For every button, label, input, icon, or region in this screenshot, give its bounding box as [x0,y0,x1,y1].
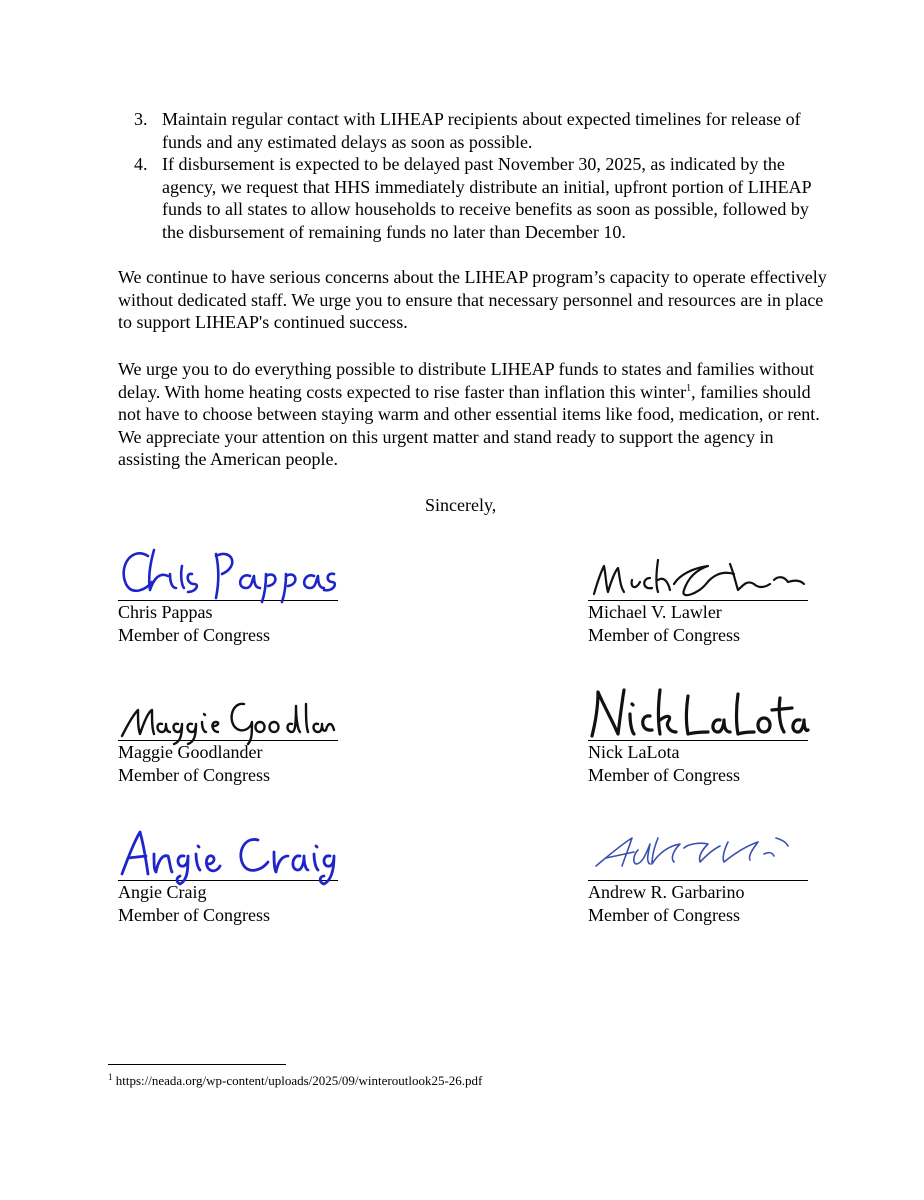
paragraph-text: , families should not have to choose between staying warm and other essential items like food, medication, or rent. We appreciate your attention on this urgent matter and stand ready to support the agency in assisting the American people. [118,381,820,469]
list-item-number: 4. [134,154,148,174]
list-item-number: 3. [134,109,148,129]
signer-title: Member of Congress [118,904,270,925]
footnote-marker: 1 [108,1072,113,1082]
footnote-reference: 1 [686,382,692,394]
signature-nick-lalota [588,684,808,744]
list-item-text: If disbursement is expected to be delayed past November 30, 2025, as indicated by the agency, we request that HHS immediately distribute an initial, upfront portion of LIHEAP funds to all states to allow households to receive benefits as soon as possible, followed by the disbursement of remaining funds no later than December 10. [162,154,812,242]
signer-title: Member of Congress [588,764,740,785]
signature-block [118,828,338,926]
signature-andrew-garbarino [588,824,808,884]
signature-line [588,548,808,601]
signature-chris-pappas [118,544,338,604]
urgent-distribution-paragraph [118,358,834,471]
recommendation-list [134,108,834,243]
signer-name: Michael V. Lawler [588,602,722,622]
signature-line [588,828,808,881]
signer-title: Member of Congress [118,764,270,785]
signature-block [588,548,808,646]
signer-name: Nick LaLota [588,742,680,762]
signature-block [588,828,808,926]
list-item-text: Maintain regular contact with LIHEAP recipients about expected timelines for release of funds and any estimated delays as soon as possible. [162,109,801,152]
footnote-link[interactable]: https://neada.org/wp-content/uploads/2025/09/winteroutlook25-26.pdf [115,1073,483,1088]
signature-line [118,548,338,601]
list-item [134,153,834,243]
signer-name: Maggie Goodlander [118,742,263,762]
signer-title: Member of Congress [588,904,740,925]
signature-block [588,688,808,786]
paragraph-text: We urge you to do everything possible to distribute LIHEAP funds to states and families without delay. With home heating costs expected to rise faster than inflation this winter [118,359,814,402]
signature-maggie-goodlander [118,684,338,744]
closing-salutation: Sincerely, [425,495,497,515]
signature-michael-lawler [588,544,808,604]
signature-block [118,548,338,646]
signer-title: Member of Congress [118,624,270,645]
signer-name: Angie Craig [118,882,207,902]
list-item [134,108,834,153]
signer-title: Member of Congress [588,624,740,645]
signature-line [118,828,338,881]
signer-name: Chris Pappas [118,602,213,622]
signature-line [588,688,808,741]
signature-block [118,688,338,786]
staffing-concerns-paragraph: We continue to have serious concerns about the LIHEAP program’s capacity to operate effectively without dedicated staff. We urge you to ensure that necessary personnel and resources are in place to support LIHEAP's continued success. [118,267,827,332]
footnote-divider [108,1064,286,1065]
signature-angie-craig [118,824,338,884]
signer-name: Andrew R. Garbarino [588,882,745,902]
footnote [108,1073,482,1089]
signature-line [118,688,338,741]
